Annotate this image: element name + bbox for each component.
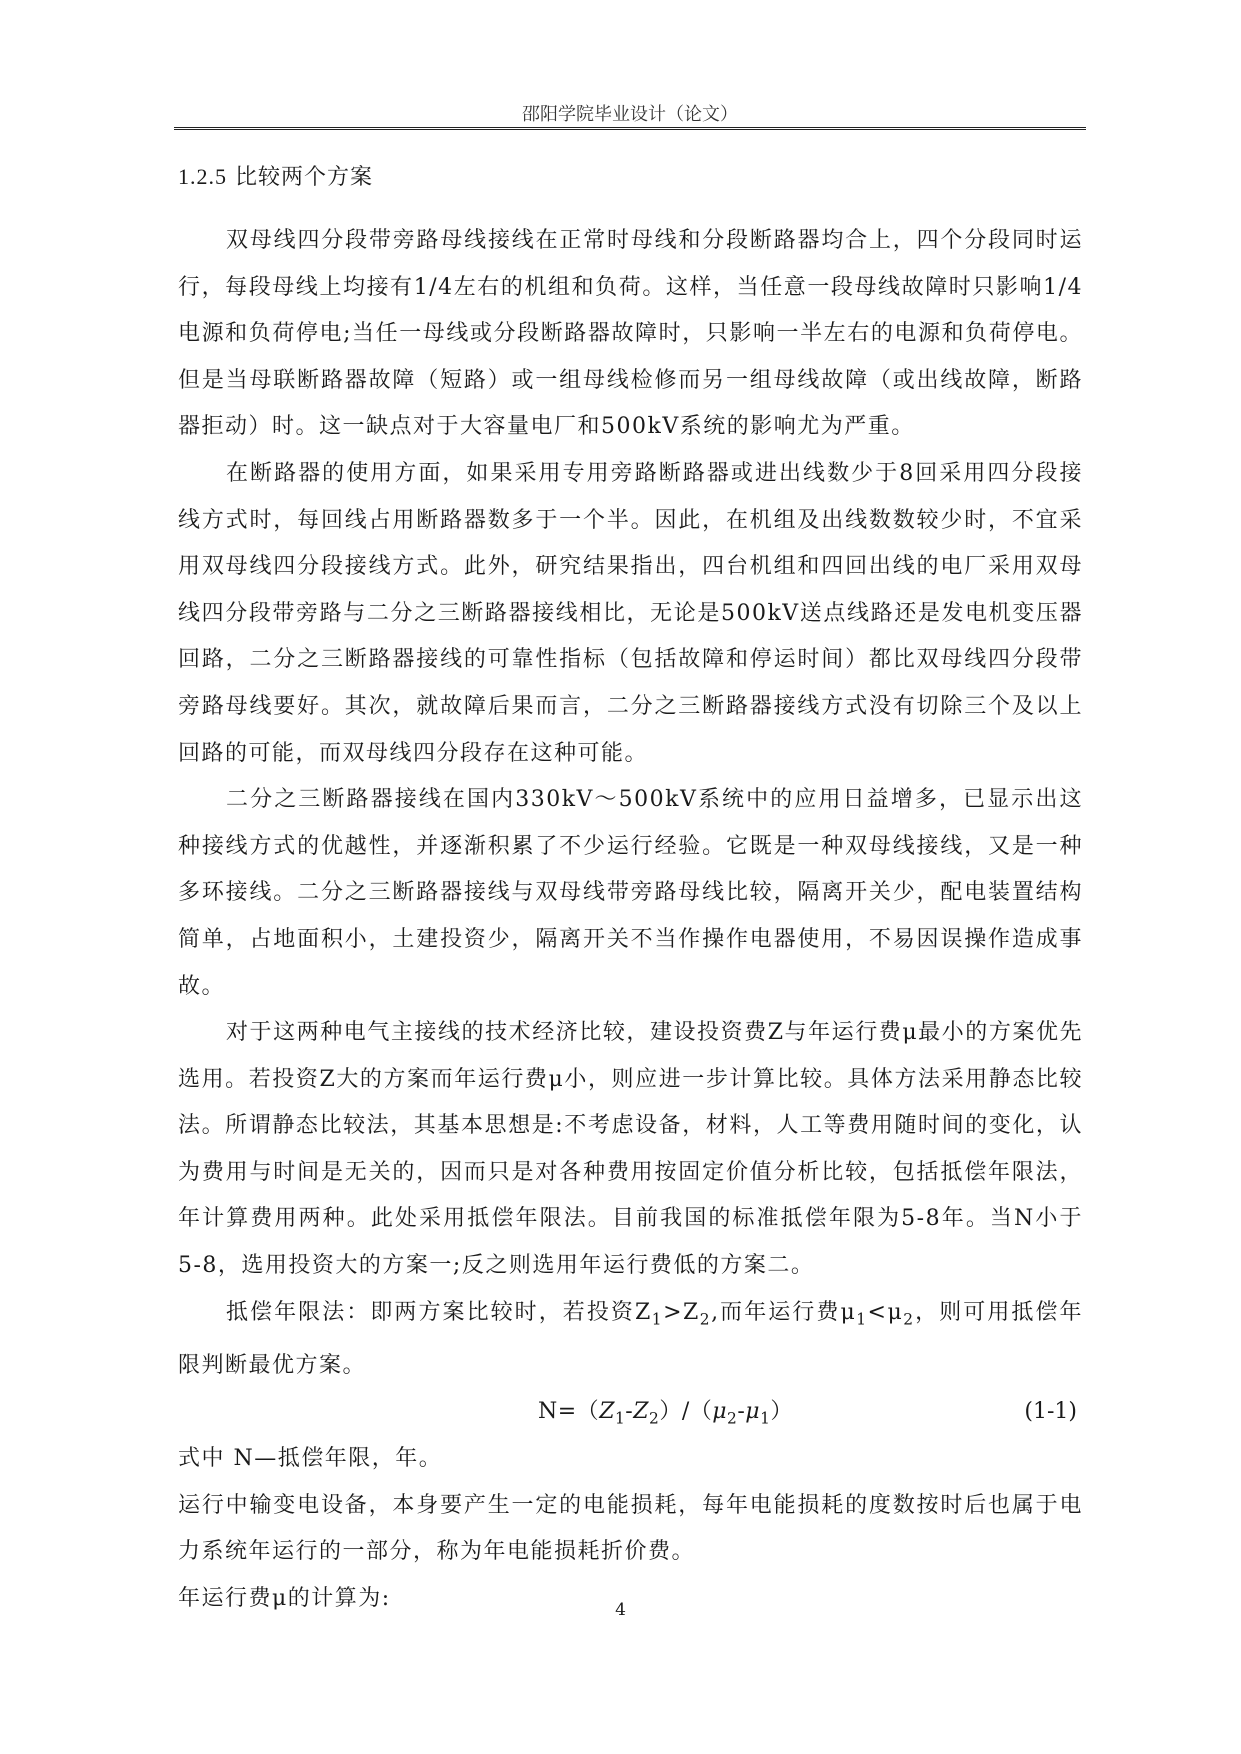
payback-lead: 抵偿年限法：即两方案比较时，若投资	[226, 1299, 635, 1325]
mu2-symbol: μ	[887, 1299, 904, 1325]
eq-close: ）	[770, 1399, 793, 1425]
eq-mu1-sub: 1	[760, 1409, 771, 1428]
payback-paragraph	[178, 1290, 1083, 1390]
less-than: <	[867, 1299, 888, 1325]
eq-minus: -	[625, 1399, 634, 1425]
section-title: 比较两个方案	[235, 165, 374, 190]
page-number: 4	[615, 1600, 626, 1620]
section-number: 1.2.5	[178, 164, 227, 189]
section-heading	[178, 160, 373, 191]
eq-mu1: μ	[745, 1399, 761, 1425]
paragraph: 在断路器的使用方面，如果采用专用旁路断路器或进出线数少于8回采用四分段接线方式时，每回线占用断路器数多于一个半。因此，在机组及出线数数较少时，不宜采用双母线四分段接线方式。此外，研究结果指出，四台机组和四回出线的电厂采用双母线四分段带旁路与二分之三断路器接线相比，无论是500kV送点线路还是发电机变压器回路，二分之三断路器接线的可靠性指标（包括故障和停运时间）都比双母线四分段带旁路母线要好。其次，就故障后果而言，二分之三断路器接线方式没有切除三个及以上回路的可能，而双母线四分段存在这种可能。	[178, 460, 1083, 766]
paragraph: 双母线四分段带旁路母线接线在正常时母线和分段断路器均合上，四个分段同时运行，每段母线上均接有1/4左右的机组和负荷。这样，当任意一段母线故障时只影响1/4电源和负荷停电;当任一母线或分段断路器故障时，只影响一半左右的电源和负荷停电。但是当母联断路器故障（短路）或一组母线检修而另一组母线故障（或出线故障，断路器拒动）时。这一缺点对于大容量电厂和500kV系统的影响尤为严重。	[178, 228, 1083, 440]
paragraph: 对于这两种电气主接线的技术经济比较，建设投资费Z与年运行费μ最小的方案优先选用。若投资Z大的方案而年运行费μ小，则应进一步计算比较。具体方法采用静态比较法。所谓静态比较法，其基本思想是:不考虑设备，材料，人工等费用随时间的变化，认为费用与时间是无关的，因而只是对各种费用按固定价值分析比较，包括抵偿年限法，年计算费用两种。此处采用抵偿年限法。目前我国的标准抵偿年限为5-8年。当N小于5-8，选用投资大的方案一;反之则选用年运行费低的方案二。	[178, 1020, 1083, 1279]
eq-z2: Z	[633, 1399, 650, 1425]
z1-subscript: 1	[651, 1310, 664, 1329]
z2-symbol: Z	[683, 1299, 700, 1325]
note-line: 运行中输变电设备，本身要产生一定的电能损耗，每年电能损耗的度数按时后也属于电力系统年运行的一部分，称为年电能损耗折价费。	[178, 1492, 1083, 1565]
eq-lhs: N=（	[538, 1399, 600, 1425]
payback-tail: ，则可用抵偿年限判断最优方案。	[178, 1299, 1083, 1378]
page-header: 邵阳学院毕业设计（论文）	[522, 104, 738, 125]
eq-z1-sub: 1	[614, 1409, 626, 1428]
eq-z2-sub: 2	[649, 1409, 660, 1428]
eq-minus: -	[737, 1399, 746, 1425]
note-line: 年运行费μ的计算为:	[178, 1586, 391, 1612]
equation-number: (1-1)	[1024, 1399, 1077, 1425]
eq-mu2-sub: 2	[727, 1409, 738, 1428]
equation	[538, 1389, 793, 1442]
note-line: 式中 N—抵偿年限，年。	[178, 1446, 443, 1472]
eq-z1: Z	[599, 1399, 615, 1425]
body-text	[178, 218, 1083, 1623]
mu1-subscript: 1	[856, 1310, 868, 1329]
payback-mid: ,而年运行费	[711, 1299, 841, 1325]
z1-symbol: Z	[634, 1299, 652, 1325]
header-rule	[174, 127, 1086, 130]
mu2-subscript: 2	[903, 1310, 915, 1329]
mu1-symbol: μ	[840, 1299, 857, 1325]
paragraph: 二分之三断路器接线在国内330kV～500kV系统中的应用日益增多，已显示出这种接线方式的优越性，并逐渐积累了不少运行经验。它既是一种双母线接线，又是一种多环接线。二分之三断路器接线与双母线带旁路母线比较，隔离开关少，配电装置结构简单，占地面积小，土建投资少，隔离开关不当作操作电器使用，不易因误操作造成事故。	[178, 787, 1083, 999]
eq-divide: ）/（	[659, 1399, 713, 1425]
equation-line	[178, 1389, 1083, 1436]
greater-than: >	[663, 1299, 683, 1325]
z2-subscript: 2	[699, 1310, 712, 1329]
eq-mu2: μ	[712, 1399, 728, 1425]
